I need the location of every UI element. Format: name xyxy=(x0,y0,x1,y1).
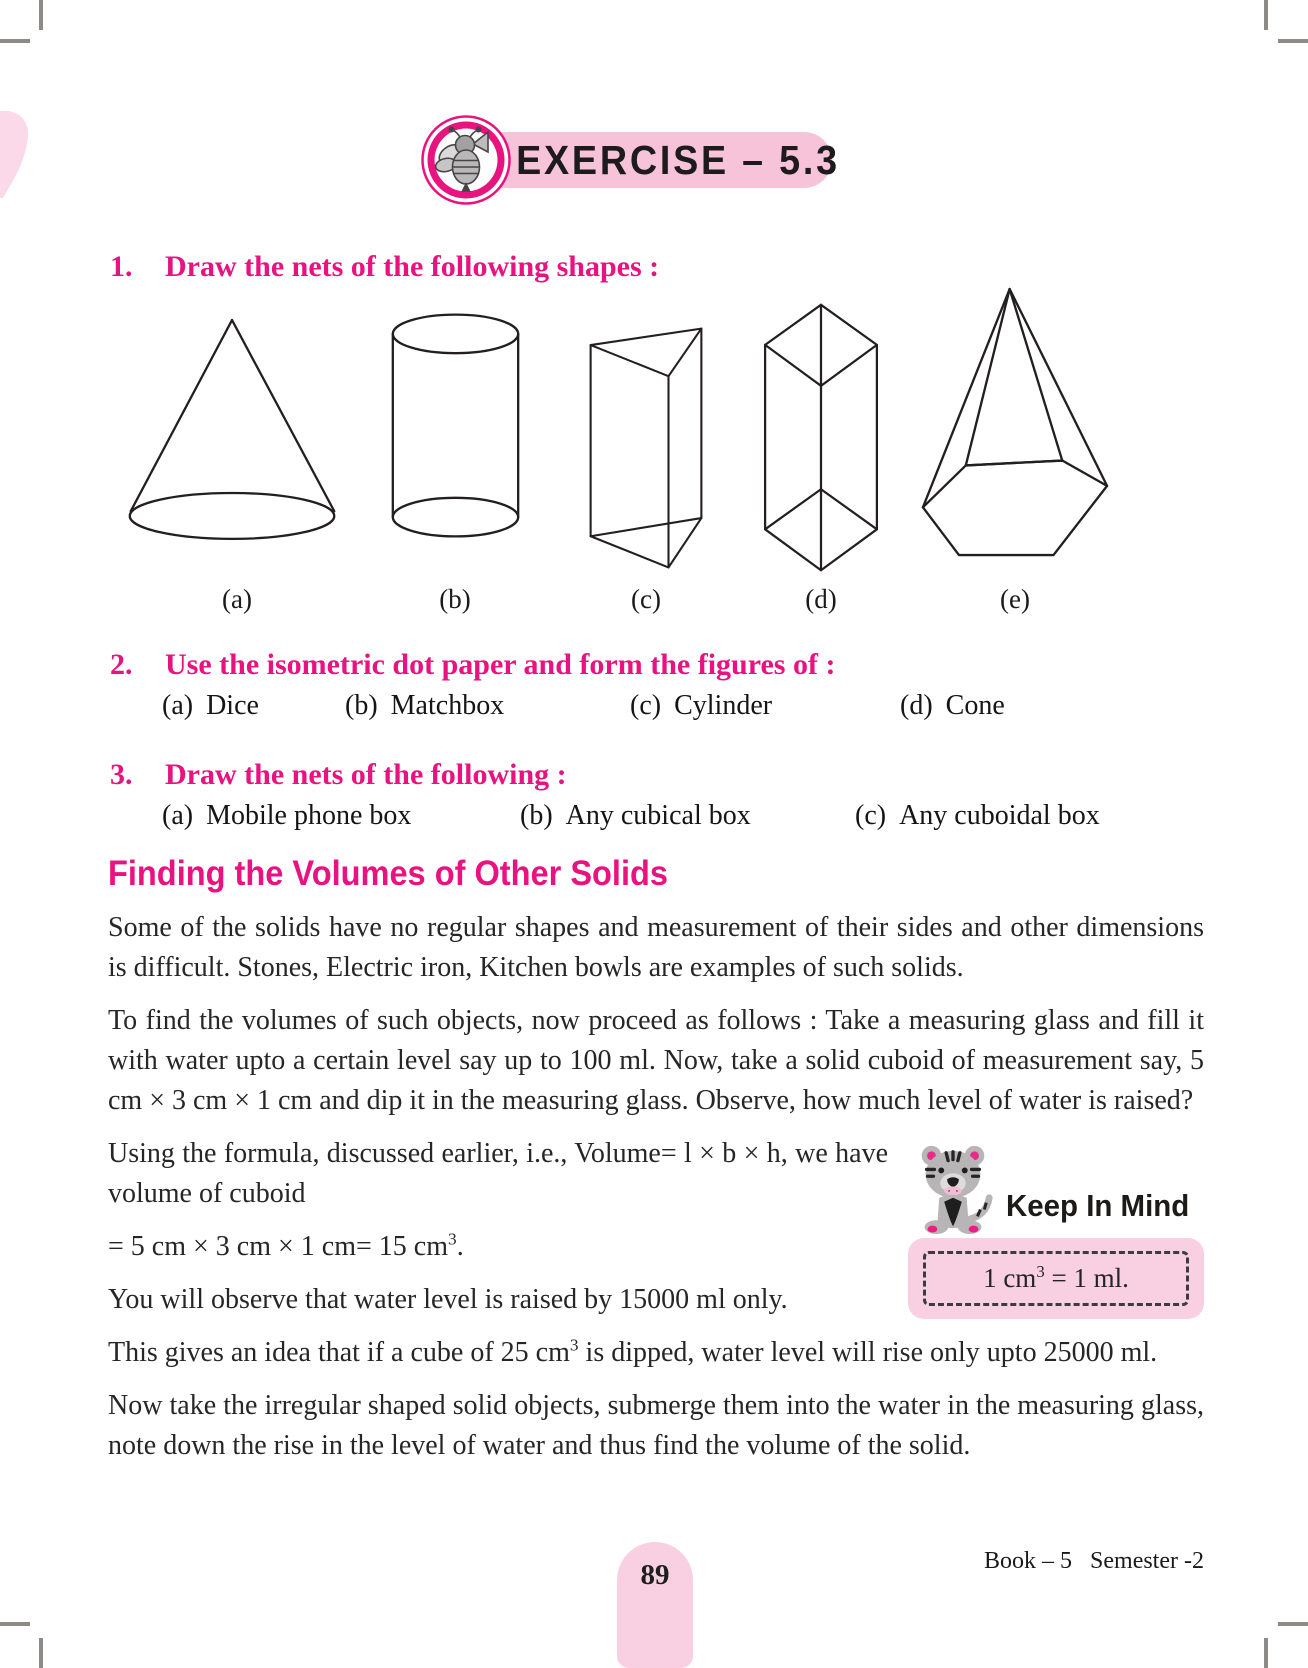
page-edge-petal-decoration xyxy=(0,108,30,198)
question-3-text: Draw the nets of the following : xyxy=(165,758,567,791)
q3-option-b: (b) Any cubical box xyxy=(520,800,751,831)
paragraph-measuring-glass: To find the volumes of such objects, now proceed as follows : Take a measuring glass and fill it with water upto a certain level say up to 100 ml. Now, take a solid cuboid of measurement say, 5 cm × 3 cm × 1 cm and dip it in the measuring glass. Observe, how much level of water is raised? xyxy=(108,1005,1204,1116)
q3-option-c: (c) Any cuboidal box xyxy=(855,800,1100,831)
question-2-text: Use the isometric dot paper and form the figures of : xyxy=(165,648,836,681)
crop-mark-top-left-v xyxy=(39,0,43,30)
paragraph-cube-idea: This gives an idea that if a cube of 25 $cm^3$ is dipped, water level will rise only upto 25000 ml. xyxy=(108,1335,1158,1368)
cone-figure xyxy=(125,313,340,545)
q2-option-d: (d) Cone xyxy=(900,690,1005,721)
paragraph-formula: Using the formula, discussed earlier, i.e., Volume= l × b × h, we have volume of cuboid xyxy=(108,1138,888,1209)
crop-mark-top-left-h xyxy=(0,39,30,43)
paragraph-irregular-solids: Now take the irregular shaped solid objects, submerge them into the water in the measuring glass, note down the rise in the level of water and thus find the volume of the solid. xyxy=(108,1390,1204,1461)
crop-mark-bottom-right-h xyxy=(1278,1622,1308,1626)
cylinder-figure xyxy=(388,308,523,543)
page-number-arch xyxy=(617,1542,693,1668)
question-3-heading xyxy=(110,757,567,793)
figure-label-d: (d) xyxy=(805,584,837,614)
crop-mark-top-right-h xyxy=(1278,39,1308,43)
question-3-number: 3. xyxy=(110,758,133,791)
figure-label-c: (c) xyxy=(631,584,661,614)
tiger-mascot-icon xyxy=(908,1140,998,1236)
crop-mark-bottom-left-h xyxy=(0,1622,30,1626)
crop-mark-bottom-left-v xyxy=(39,1638,43,1668)
question-1-number: 1. xyxy=(110,250,133,283)
paragraph-observe: You will observe that water level is raised by 15000 ml only. xyxy=(108,1284,788,1315)
bee-mascot-icon xyxy=(421,115,511,205)
hexagonal-pyramid-figure xyxy=(920,285,1110,563)
q2-option-a: (a) Dice xyxy=(162,690,259,721)
question-2-heading xyxy=(110,647,835,683)
q2-option-b: (b) Matchbox xyxy=(345,690,505,721)
keep-in-mind-title: Keep In Mind xyxy=(1006,1188,1190,1223)
section-heading: Finding the Volumes of Other Solids xyxy=(108,854,669,893)
triangular-prism-figure xyxy=(585,326,707,570)
volumes-section xyxy=(108,854,1204,1479)
crop-mark-top-right-v xyxy=(1264,0,1268,30)
crop-mark-bottom-right-v xyxy=(1264,1638,1268,1668)
exercise-banner xyxy=(466,132,840,188)
keep-in-mind-header xyxy=(908,1140,1204,1236)
paragraph-solids-intro: Some of the solids have no regular shapes and measurement of their sides and other dimensions is difficult. Stones, Electric iron, Kitchen bowls are examples of such solids. xyxy=(108,912,1204,983)
keep-in-mind-fact: 1 $cm^3 = 1$ ml. xyxy=(923,1251,1189,1306)
keep-in-mind-panel xyxy=(908,1140,1204,1319)
page-number: 89 xyxy=(640,1559,670,1591)
figure-label-b: (b) xyxy=(439,584,471,614)
question-1-text: Draw the nets of the following shapes : xyxy=(165,250,660,283)
book-info: Book – 5 Semester -2 xyxy=(984,1548,1204,1574)
figure-label-e: (e) xyxy=(1000,584,1030,614)
cuboid-figure xyxy=(762,302,880,574)
q3-option-a: (a) Mobile phone box xyxy=(162,800,412,831)
q2-option-c: (c) Cylinder xyxy=(630,690,773,721)
figure-label-a: (a) xyxy=(222,584,252,614)
exercise-title: EXERCISE – 5.3 xyxy=(516,136,840,183)
question-2-number: 2. xyxy=(110,648,133,681)
question-1-heading xyxy=(110,249,659,285)
formula-line: = 5 cm × 3 cm × 1 cm= 15 $cm^3$. xyxy=(108,1229,464,1262)
keep-in-mind-box xyxy=(908,1238,1204,1319)
